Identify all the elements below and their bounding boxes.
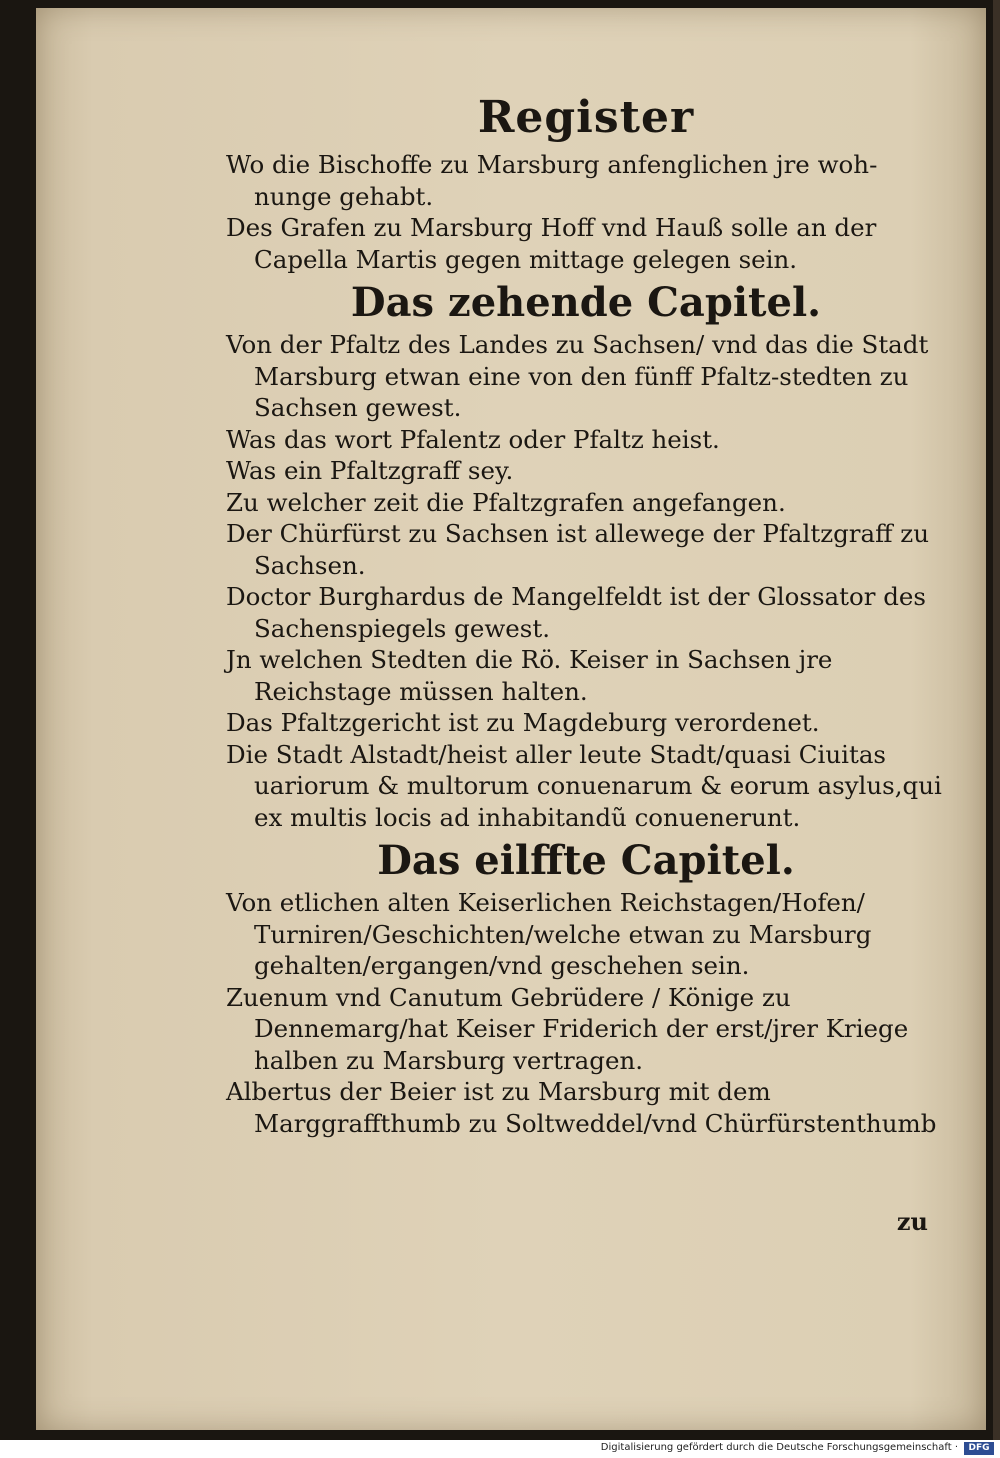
register-entry: Von etlichen alten Keiserlichen Reichstagen/Hofen/ Turniren/Geschichten/welche etwan zu Marsburg gehalten/ergangen/vnd geschehen sein.: [226, 888, 872, 980]
catchword: zu: [896, 1207, 928, 1236]
funding-credit: Digitalisierung gefördert durch die Deutsche Forschungsgemeinschaft ·: [600, 1442, 958, 1453]
dfg-logo: DFG: [964, 1442, 994, 1455]
chapter-heading: Das zehende Capitel.: [350, 279, 822, 326]
register-entry: Wo die Bischoffe zu Marsburg anfenglichen jre woh-nunge gehabt.: [226, 150, 878, 211]
register-entry: Des Grafen zu Marsburg Hoff vnd Hauß solle an der Capella Martis gegen mittage gelegen sein.: [226, 213, 877, 274]
register-entry: Was ein Pfaltzgraff sey.: [226, 456, 514, 485]
footer-bar: [0, 1440, 1000, 1458]
register-entry: Doctor Burghardus de Mangelfeldt ist der Glossator des Sachenspiegels gewest.: [226, 582, 926, 643]
running-head: Register: [477, 92, 695, 143]
chapter-heading: Das eilffte Capitel.: [377, 837, 795, 884]
register-entry: Das Pfaltzgericht ist zu Magdeburg verordenet.: [226, 708, 820, 737]
register-entry: Was das wort Pfalentz oder Pfaltz heist.: [226, 424, 720, 454]
page-edge: [993, 0, 1000, 1440]
register-entry: Der Chürfürst zu Sachsen ist allewege der Pfaltzgraff zu Sachsen.: [226, 519, 929, 580]
register-entry: Jn welchen Stedten die Rö. Keiser in Sachsen jre Reichstage müssen halten.: [226, 645, 833, 706]
register-entry: Albertus der Beier ist zu Marsburg mit dem Marggraffthumb zu Soltweddel/vnd Chürfürstenthumb: [226, 1077, 937, 1138]
register-entry: Zuenum vnd Canutum Gebrüdere / Könige zu Dennemarg/hat Keiser Friderich der erst/jrer Kriege halben zu Marsburg vertragen.: [226, 982, 909, 1075]
register-entry: Die Stadt Alstadt/heist aller leute Stadt/quasi Ciuitas uariorum & multorum conuenarum & eorum asylus,qui ex multis locis ad inhabitandũ conuenerunt.: [226, 739, 942, 832]
page-text: [226, 80, 946, 1139]
register-entry: Zu welcher zeit die Pfaltzgrafen angefangen.: [226, 487, 786, 517]
register-entry: Von der Pfaltz des Landes zu Sachsen/ vnd das die Stadt Marsburg etwan eine von den fünff Pfaltz-stedten zu Sachsen gewest.: [226, 330, 929, 422]
